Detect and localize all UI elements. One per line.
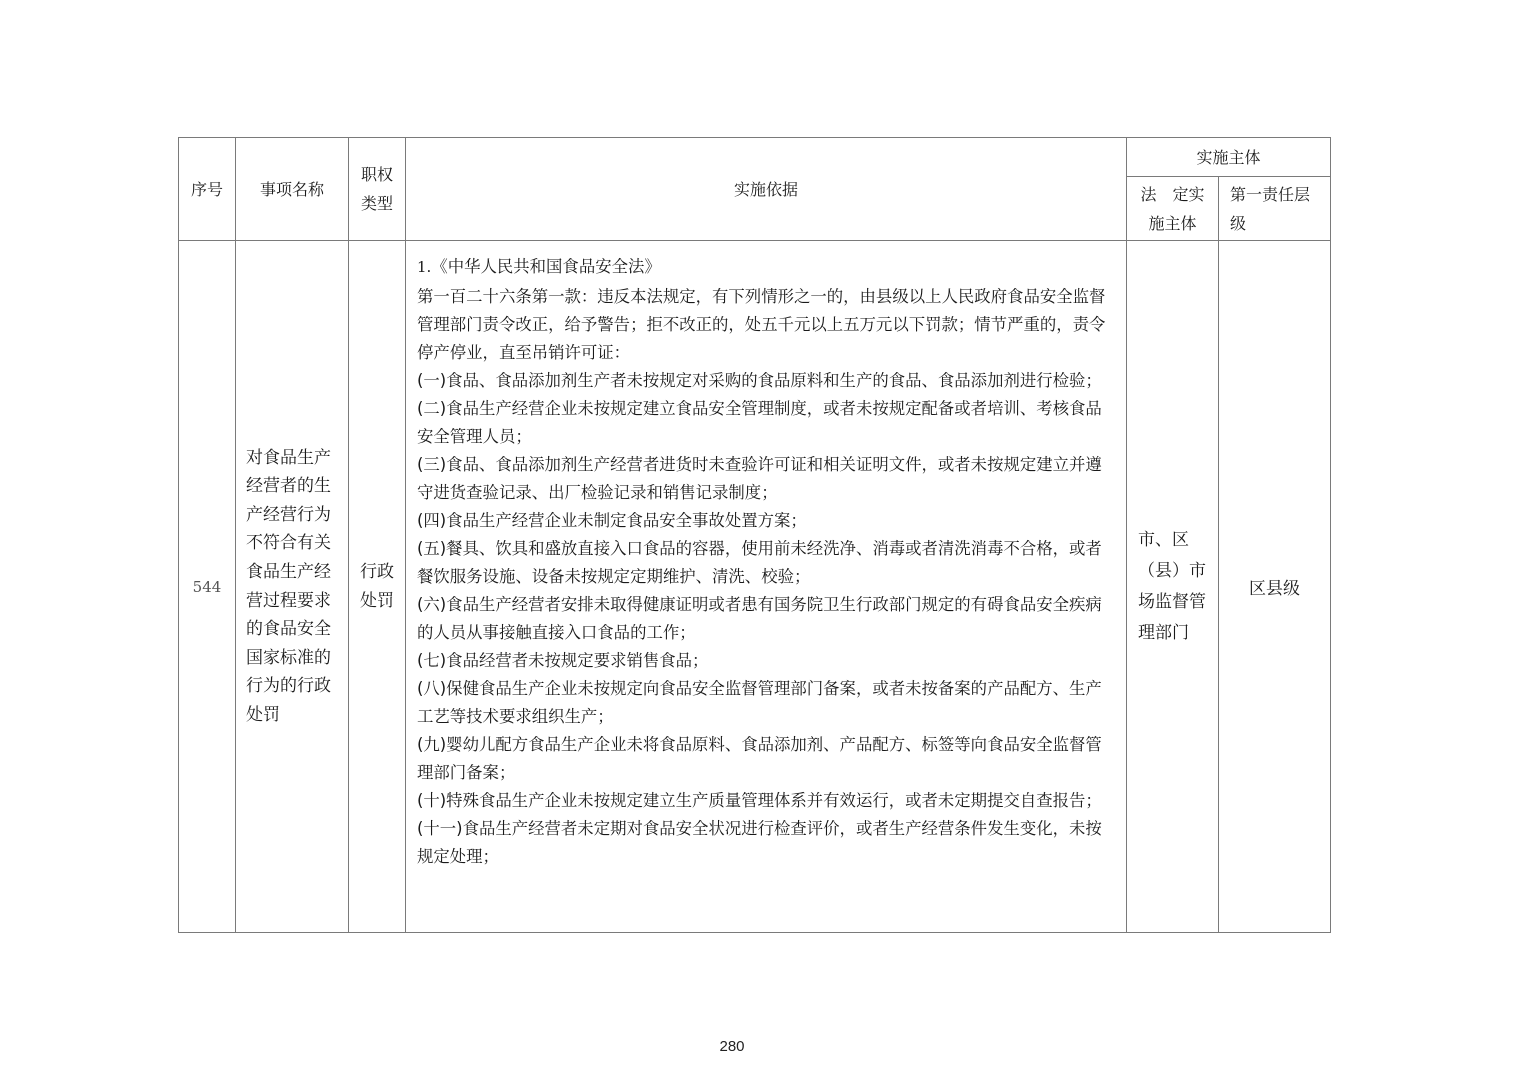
header-first-level: 第一责任层级 <box>1219 177 1331 241</box>
basis-item: (四)食品生产经营企业未制定食品安全事故处置方案； <box>417 511 807 530</box>
basis-item: (七)食品经营者未按规定要求销售食品； <box>417 651 709 670</box>
row-legal-subject: 市、区（县）市场监督管理部门 <box>1127 241 1219 933</box>
header-seq: 序号 <box>179 138 236 241</box>
basis-item: (五)餐具、饮具和盛放直接入口食品的容器，使用前未经洗净、消毒或者清洗消毒不合格，或者餐饮服务设施、设备未按规定定期维护、清洗、校验； <box>417 539 1102 586</box>
header-legal-subject: 法 定实施主体 <box>1127 177 1219 241</box>
row-item-name: 对食品生产经营者的生产经营行为不符合有关食品生产经营过程要求的食品安全国家标准的行为的行政处罚 <box>236 241 349 933</box>
header-subject-group: 实施主体 <box>1127 138 1331 177</box>
row-seq: 544 <box>179 241 236 933</box>
basis-item: (十)特殊食品生产企业未按规定建立生产质量管理体系并有效运行，或者未定期提交自查报告； <box>417 791 1102 810</box>
basis-item: (八)保健食品生产企业未按规定向食品安全监督管理部门备案，或者未按备案的产品配方、生产工艺等技术要求组织生产； <box>417 679 1102 726</box>
row-power-type: 行政处罚 <box>349 241 406 933</box>
basis-item: (二)食品生产经营企业未按规定建立食品安全管理制度，或者未按规定配备或者培训、考核食品安全管理人员； <box>417 399 1102 446</box>
table-row <box>179 241 1331 933</box>
page-number: 280 <box>719 1038 745 1055</box>
basis-law-title: 1.《中华人民共和国食品安全法》 <box>417 257 661 276</box>
basis-item: (九)婴幼儿配方食品生产企业未将食品原料、食品添加剂、产品配方、标签等向食品安全监督管理部门备案； <box>417 735 1102 782</box>
header-basis: 实施依据 <box>406 138 1127 241</box>
row-first-level: 区县级 <box>1219 241 1331 933</box>
basis-item: (三)食品、食品添加剂生产经营者进货时未查验许可证和相关证明文件，或者未按规定建立并遵守进货查验记录、出厂检验记录和销售记录制度； <box>417 455 1102 502</box>
header-power-type: 职权类型 <box>349 138 406 241</box>
basis-item: (十一)食品生产经营者未定期对食品安全状况进行检查评价，或者生产经营条件发生变化，未按规定处理； <box>417 819 1102 866</box>
row-basis <box>406 241 1127 933</box>
basis-intro: 第一百二十六条第一款：违反本法规定，有下列情形之一的，由县级以上人民政府食品安全监督管理部门责令改正，给予警告；拒不改正的，处五千元以上五万元以下罚款；情节严重的，责令停产停业，直至吊销许可证： <box>417 287 1106 362</box>
header-item-name: 事项名称 <box>236 138 349 241</box>
basis-item: (一)食品、食品添加剂生产者未按规定对采购的食品原料和生产的食品、食品添加剂进行检验； <box>417 371 1102 390</box>
power-list-table <box>178 137 1331 933</box>
basis-item: (六)食品生产经营者安排未取得健康证明或者患有国务院卫生行政部门规定的有碍食品安全疾病的人员从事接触直接入口食品的工作； <box>417 595 1102 642</box>
